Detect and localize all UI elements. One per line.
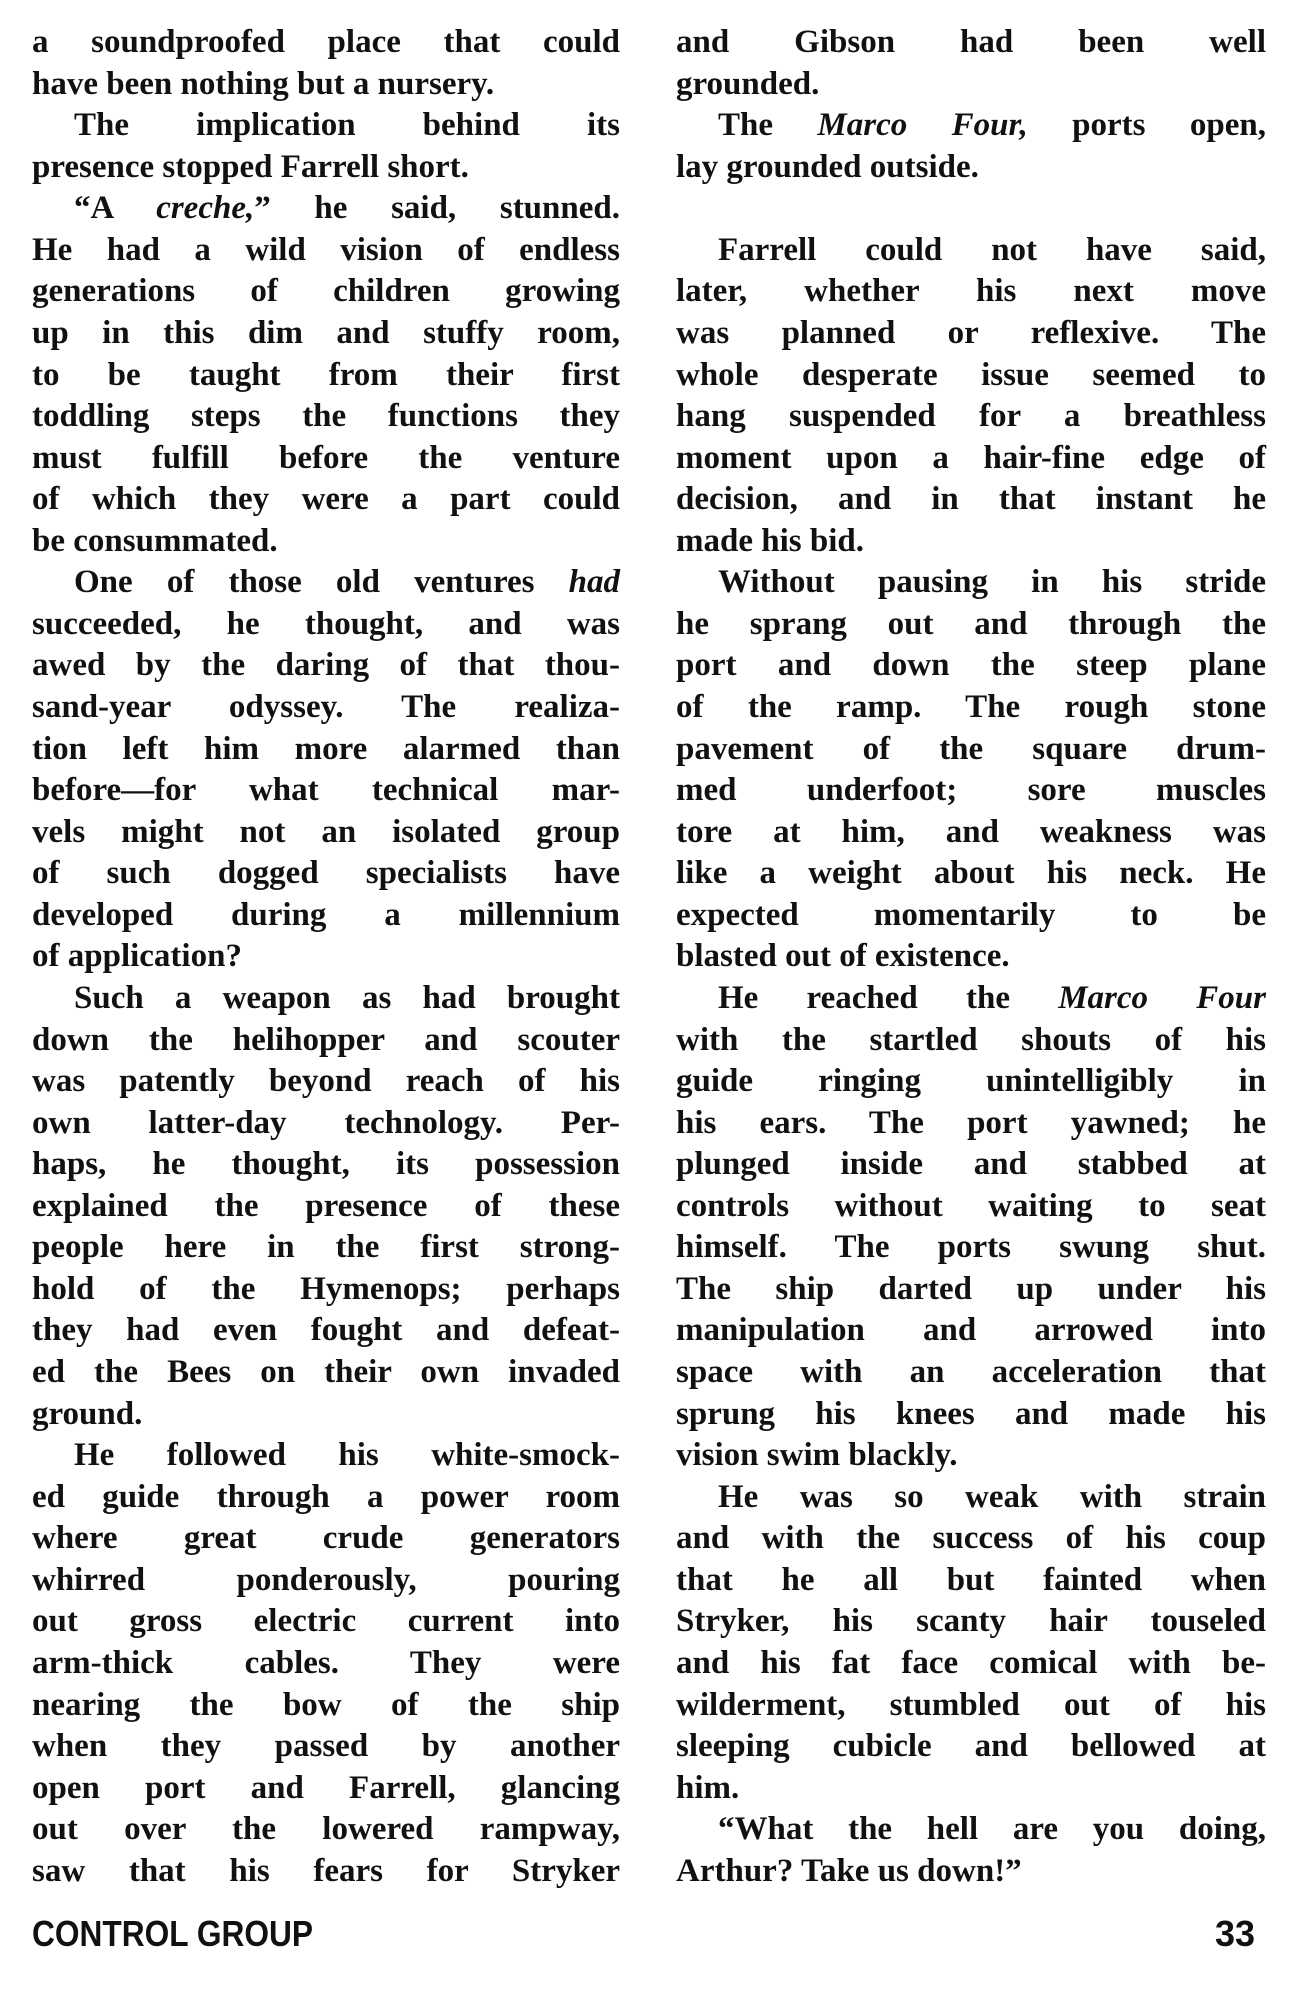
text-line: was planned or reflexive. The [676,314,1266,351]
text-line: toddling steps the functions they [32,398,620,435]
text-column-right [676,22,1266,1892]
text-line: whole desperate issue seemed to [676,356,1266,393]
text-line: tore at him, and weakness was [676,813,1266,850]
text-line: arm-thick cables. They were [32,1644,620,1681]
paragraph [32,978,620,1435]
text-line: Arthur? Take us down!” [676,1852,1022,1889]
text-line: space with an acceleration that [676,1354,1266,1390]
text-line: his ears. The port yawned; he [676,1104,1266,1141]
text-line: own latter-day technology. Per- [32,1104,620,1141]
text-line: controls without waiting to seat [676,1187,1266,1224]
text-line: was patently beyond reach of his [32,1063,620,1100]
text-line: ground. [32,1395,143,1432]
text-line: and his fat face comical with be- [676,1644,1266,1681]
text-line: have been nothing but a nursery. [32,65,495,102]
text-segment: ports open, [1027,107,1267,144]
text-column-left [32,22,620,1892]
text-line: of which they were a part could [32,481,620,518]
paragraph [32,562,620,978]
text-line: awed by the daring of that thou- [32,647,620,684]
text-line: “What the hell are you doing, [718,1811,1266,1848]
text-line: Farrell could not have said, [718,231,1266,268]
text-line: ed the Bees on their own invaded [32,1354,620,1390]
text-line: before—for what technical mar- [32,772,620,809]
text-line: lay grounded outside. [676,148,979,185]
text-segment: He reached the [718,979,1059,1016]
text-line: vision swim blackly. [676,1437,958,1474]
text-line: vels might not an isolated group [32,813,620,850]
text-line: open port and Farrell, glancing [32,1769,620,1806]
text-line [32,562,620,604]
text-line: and Gibson had been well [676,24,1266,60]
text-line: and with the success of his coup [676,1520,1266,1557]
text-line: down the helihopper and scouter [32,1021,620,1058]
text-line: moment upon a hair-fine edge of [676,439,1266,476]
paragraph [32,105,620,188]
paragraph [676,978,1266,1477]
text-line: up in this dim and stuffy room, [32,314,620,351]
text-segment: The [718,107,818,144]
text-line: to be taught from their first [32,356,620,393]
text-line: presence stopped Farrell short. [32,148,469,185]
text-line: out over the lowered rampway, [32,1811,620,1848]
paragraph [676,188,1266,230]
text-line: hang suspended for a breathless [676,398,1266,435]
page-number: 33 [1214,1913,1255,1954]
text-line: of application? [32,938,242,975]
text-line: He followed his white-smock- [74,1437,620,1474]
text-line: people here in the first strong- [32,1229,620,1266]
text-line: sand-year odyssey. The realiza- [32,689,620,725]
text-line: ed guide through a power room [32,1478,620,1515]
text-line: generations of children growing [32,273,620,310]
text-line: haps, he thought, its possession [32,1146,620,1183]
paragraph [32,1435,620,1892]
paragraph [676,1809,1266,1892]
italic-text: Marco Four, [817,107,1028,144]
text-line: a soundproofed place that could [32,24,620,60]
text-line: saw that his fears for Stryker [32,1852,620,1889]
text-line: whirred ponderously, pouring [32,1561,620,1598]
text-line: Without pausing in his stride [718,564,1266,601]
text-line: of the ramp. The rough stone [676,689,1266,725]
text-line: He had a wild vision of endless [32,231,620,268]
text-line [32,188,620,230]
text-line: The ship darted up under his [676,1270,1266,1307]
text-line: like a weight about his neck. He [676,855,1266,892]
text-line: med underfoot; sore muscles [676,772,1266,809]
text-line: guide ringing unintelligibly in [676,1063,1266,1100]
text-line: out gross electric current into [32,1603,620,1640]
text-line: they had even fought and defeat- [32,1312,620,1349]
text-line: explained the presence of these [32,1187,620,1224]
text-line: tion left him more alarmed than [32,730,620,767]
running-title: CONTROL GROUP [32,1913,314,1954]
paragraph [676,22,1266,105]
italic-text: Marco Four [1058,979,1266,1016]
text-line: He was so weak with strain [718,1478,1266,1515]
text-line: hold of the Hymenops; perhaps [32,1270,620,1307]
text-line: succeeded, he thought, and was [32,605,620,642]
text-segment: “A [74,190,157,227]
text-line: blasted out of existence. [676,938,1010,975]
text-line: himself. The ports swung shut. [676,1229,1266,1266]
text-line: pavement of the square drum- [676,730,1266,767]
italic-text: creche, [156,190,255,227]
text-line: grounded. [676,65,820,102]
text-line: nearing the bow of the ship [32,1686,620,1723]
text-line [676,188,1266,230]
paragraph [676,562,1266,978]
paragraph [676,105,1266,188]
text-line [676,105,1266,147]
text-line: wilderment, stumbled out of his [676,1686,1266,1723]
text-segment: One of those old ventures [74,564,569,601]
text-line: of such dogged specialists have [32,855,620,892]
text-line: plunged inside and stabbed at [676,1146,1266,1183]
text-line: decision, and in that instant he [676,481,1266,518]
text-line: manipulation and arrowed into [676,1312,1266,1349]
text-line: expected momentarily to be [676,896,1266,933]
text-line: when they passed by another [32,1728,620,1765]
text-line: Stryker, his scanty hair touseled [676,1603,1266,1640]
text-line: he sprang out and through the [676,605,1266,642]
text-line: him. [676,1769,740,1806]
paragraph [676,230,1266,563]
text-line: be consummated. [32,522,278,559]
text-line: The implication behind its [74,107,620,144]
paragraph [32,188,620,562]
text-line: later, whether his next move [676,273,1266,310]
text-line: Such a weapon as had brought [74,979,620,1016]
text-line: developed during a millennium [32,896,620,933]
text-segment: ” he said, stunned. [254,190,620,227]
text-line: sprung his knees and made his [676,1395,1266,1432]
text-line [676,978,1266,1020]
text-line: made his bid. [676,522,864,559]
paragraph [676,1477,1266,1810]
text-line: sleeping cubicle and bellowed at [676,1728,1266,1765]
italic-text: had [568,564,620,601]
paragraph [32,22,620,105]
text-line: must fulfill before the venture [32,439,620,476]
text-line: with the startled shouts of his [676,1021,1266,1058]
text-line: where great crude generators [32,1520,620,1557]
text-line: port and down the steep plane [676,647,1266,684]
text-line: that he all but fainted when [676,1561,1266,1598]
